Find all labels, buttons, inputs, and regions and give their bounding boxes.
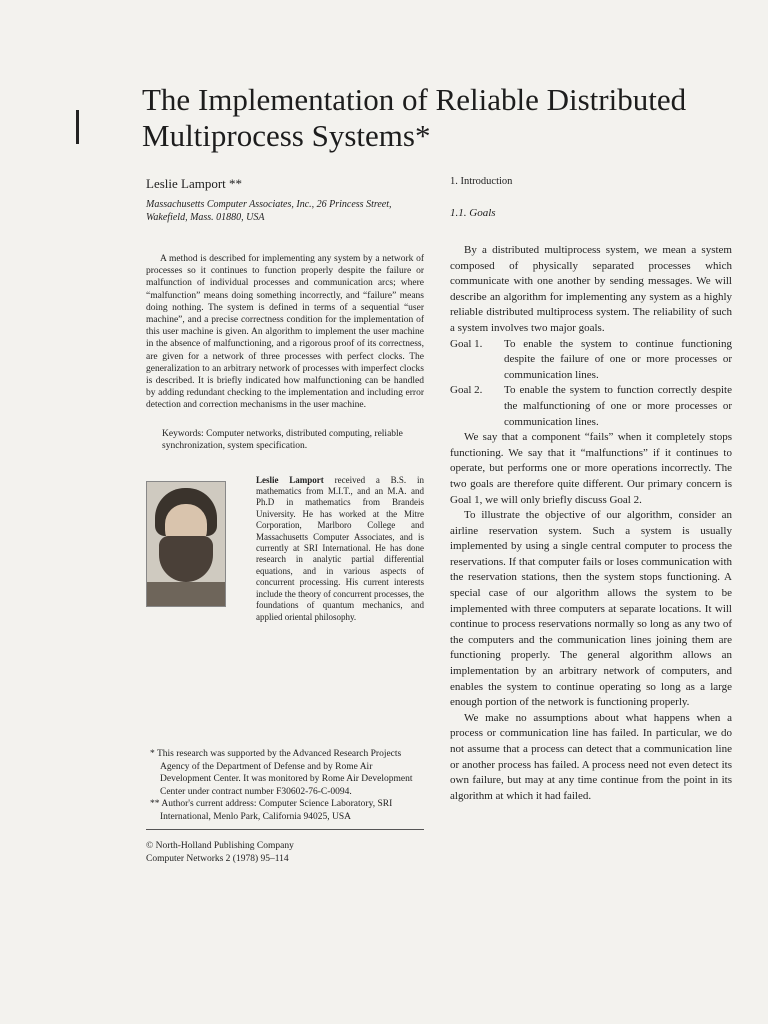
goal-1-label: Goal 1. (450, 337, 483, 350)
author-affiliation (146, 198, 424, 224)
affiliation-line-1: Massachusetts Computer Associates, Inc., 26 Princess Street, (146, 199, 392, 210)
footnote-funding: * This research was supported by the Advanced Research Projects Agency of the Department of Defense and by Rome Air Development Center. It was monitored by Rome Air Development Center under contract number F30602-76-C-0094. (150, 749, 413, 797)
keywords: Keywords: Computer networks, distributed computing, reliable synchronization, system specification. (162, 428, 403, 452)
section-heading: 1. Introduction (450, 176, 513, 187)
left-column (146, 176, 424, 623)
goal-1-text: To enable the system to continue functioning despite the failure of one or more processes or communication lines. (504, 337, 732, 381)
bio-body: received a B.S. in mathematics from M.I.T., and an M.A. and Ph.D in mathematics from Brandeis University. He has worked at the Mitre Corporation, Marlboro College and Massachusetts Computer Associates, and is currently at SRI International. He has done research in analytic partial differential equations, and in various aspects of concurrent processing. His current interests include the theory of concurrent processes, the foundations of quantum mechanics, and applied oriental philosophy. (256, 474, 424, 622)
affiliation-line-2: Wakefield, Mass. 01880, USA (146, 212, 265, 223)
journal-citation: Computer Networks 2 (1978) 95–114 (146, 853, 289, 864)
goal-2-text: To enable the system to function correctly despite the malfunctioning of one or more processes or communication lines. (504, 384, 732, 428)
footnotes (146, 748, 424, 865)
paragraph-2: We say that a component “fails” when it completely stops functioning. We say that it “malfunctions” if it continues to operate, but performs one or more operations incorrectly. The two goals are therefore quite different. Our primary concern is Goal 1, we will only briefly discuss Goal 2. (450, 431, 732, 506)
bio-name: Leslie Lamport (256, 474, 324, 485)
margin-mark (76, 110, 79, 144)
footnote-address: ** Author's current address: Computer Science Laboratory, SRI International, Menlo Park, California 94025, USA (150, 799, 393, 822)
paper-title (142, 82, 742, 154)
paragraph-4: We make no assumptions about what happens when a process or communication line has failed. In particular, we do not assume that a process can detect that a communication line or another process has failed. A process need not even detect its own failure, but may at any time continue from the point in its algorithm at which it had failed. (450, 711, 732, 802)
publisher-line: © North-Holland Publishing Company (146, 841, 294, 851)
goal-2-label: Goal 2. (450, 384, 483, 397)
author-bio (146, 475, 424, 623)
subsection-heading: 1.1. Goals (450, 207, 496, 219)
abstract: A method is described for implementing any system by a network of processes so it continues to function properly despite the failure or malfunction of individual processes and communication arcs; where “malfunction” means doing something incorrectly, and “failure” means doing nothing. The system is defined in terms of a sequential “user machine”, and a precise correctness condition for the implementation of this user machine is given. An algorithm to implement the user machine in the absence of malfunctioning, and a rigorous proof of its correctness, are given for a network of three processes with perfect clocks. The generalization to an arbitrary network of processes with imperfect clocks is described. It is briefly indicated how malfunctioning can be handled by adding redundant checking to the implementation and including error detection and correction mechanisms in the user machine. (146, 254, 424, 411)
author-photo (146, 481, 226, 607)
goal-1 (450, 337, 732, 384)
paragraph-1: By a distributed multiprocess system, we mean a system composed of physically separated processes which communicate with one another by sending messages. We will describe an algorithm for implementing any system as a highly reliable distributed multiprocess system. The reliability of such a system involves two major goals. (450, 244, 732, 334)
title-line-1: The Implementation of Reliable Distributed (142, 82, 687, 117)
goals-list (450, 337, 732, 431)
bio-text (256, 475, 424, 623)
goal-2 (450, 383, 732, 430)
right-column (450, 176, 732, 804)
title-line-2: Multiprocess Systems* (142, 118, 431, 153)
paragraph-3: To illustrate the objective of our algorithm, consider an airline reservation system. Such a system is usually implemented by using a single central computer to process the reservations. If that computer fails or loses communication with the reservation stations, then the system stops functioning. A special case of our algorithm allows the system to be implemented with three computers at separate locations. It will continue to process reservations normally so long as any two of the computers and the communication lines joining them are functioning properly. The general algorithm allows an implementation by an arbitrary network of computers, and enables the system to continue operating so long as a large enough portion of the network is functioning properly. (450, 509, 732, 709)
author-name: Leslie Lamport ** (146, 176, 243, 191)
footnote-rule (146, 829, 424, 830)
